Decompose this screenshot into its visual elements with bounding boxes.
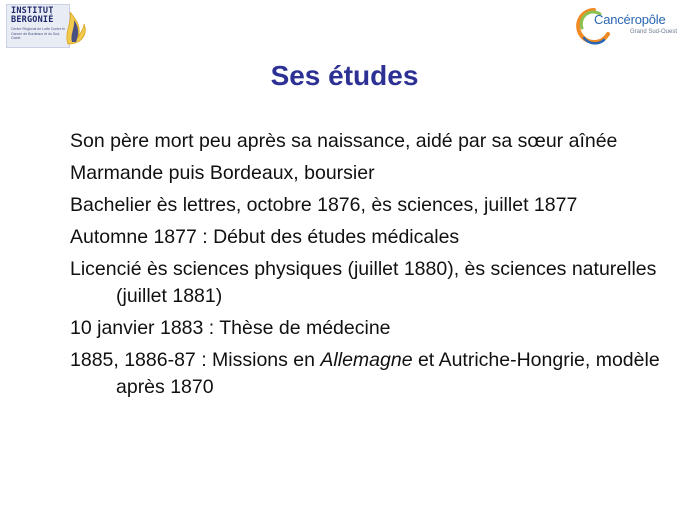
logo-name	[11, 7, 67, 25]
list-item: Automne 1877 : Début des études médicales	[70, 226, 460, 248]
logo-name: Cancéropôle	[594, 12, 666, 27]
slide-content	[70, 128, 670, 406]
institut-bergonie-logo	[6, 4, 86, 48]
list-item: 10 janvier 1883 : Thèse de médecine	[70, 317, 391, 339]
list-item	[70, 347, 670, 401]
logo-subtitle: Grand Sud-Ouest	[630, 29, 678, 35]
logo-box	[6, 4, 70, 48]
logo-subtitle: Centre Régional de Lutte Contre le Cancer de Bordeaux et du Sud-Ouest	[11, 27, 66, 40]
logo-name-line2: BERGONIÉ	[11, 15, 54, 25]
list-item-italic: Allemagne	[320, 349, 413, 371]
list-item: Licencié ès sciences physiques (juillet 1880), ès sciences naturelles (juillet 1881)	[70, 258, 657, 307]
list-item: Marmande puis Bordeaux, boursier	[70, 162, 375, 184]
list-item: Son père mort peu après sa naissance, aidé par sa sœur aînée	[70, 130, 618, 152]
bergonie-flame-icon	[62, 4, 88, 46]
canceropole-logo	[574, 4, 684, 46]
list-item: Bachelier ès lettres, octobre 1876, ès sciences, juillet 1877	[70, 194, 578, 216]
list-item-text: et Autriche-Hongrie, modèle après 1870	[116, 349, 660, 398]
slide-title: Ses études	[270, 60, 419, 91]
list-item-text: 1885, 1886-87 : Missions en	[70, 349, 321, 371]
logo-name-line1: INSTITUT	[11, 6, 54, 16]
